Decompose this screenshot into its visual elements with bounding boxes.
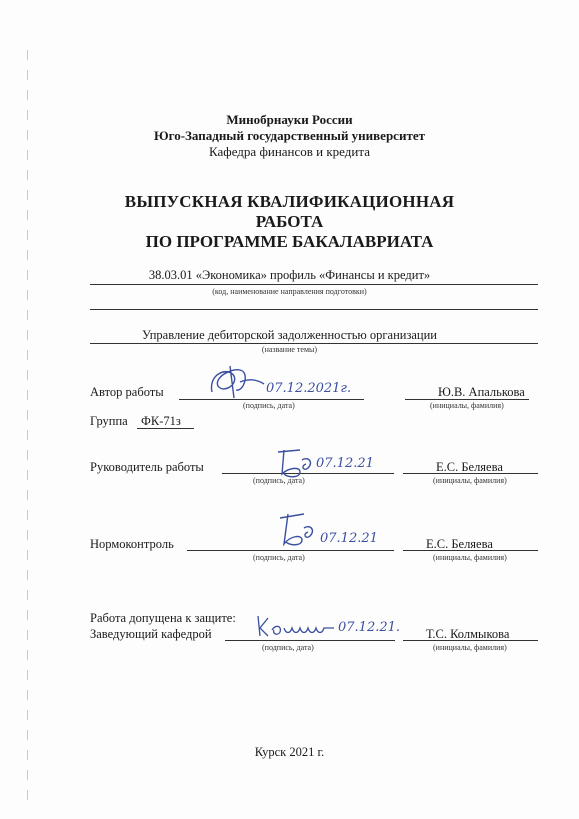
ministry-name: Минобрнауки России — [226, 112, 353, 127]
author-signature — [200, 362, 270, 402]
head-of-department-label: Заведующий кафедрой — [90, 627, 212, 641]
binding-mark — [27, 510, 32, 520]
author-sign-date: 07.12.2021г. — [266, 381, 352, 396]
normcontrol-signature — [272, 510, 320, 550]
university-name: Юго-Западный государственный университет — [154, 128, 425, 143]
binding-mark — [27, 410, 32, 420]
binding-mark — [27, 790, 32, 800]
binding-mark — [27, 670, 32, 680]
binding-mark — [27, 50, 32, 60]
binding-mark — [27, 690, 32, 700]
binding-mark — [27, 730, 32, 740]
author-label: Автор работы — [90, 385, 164, 399]
author-name: Ю.В. Апалькова — [438, 385, 525, 399]
department-name: Кафедра финансов и кредита — [209, 144, 370, 159]
admission-name-caption: (инициалы, фамилия) — [433, 643, 507, 652]
group-value: ФК-71з — [141, 414, 181, 428]
admission-name-line — [403, 640, 538, 641]
binding-mark — [27, 310, 32, 320]
binding-marks — [27, 50, 33, 815]
normcontrol-sign-date: 07.12.21 — [320, 531, 378, 546]
binding-mark — [27, 650, 32, 660]
city-year: Курск 2021 г. — [254, 745, 325, 759]
binding-mark — [27, 70, 32, 80]
binding-mark — [27, 90, 32, 100]
admission-label: Работа допущена к защите: — [90, 611, 236, 625]
binding-mark — [27, 570, 32, 580]
head-of-department-signature — [254, 612, 338, 642]
group-label: Группа — [90, 414, 128, 428]
topic-value: Управление дебиторской задолженностью организации — [141, 328, 438, 342]
direction-underline — [90, 284, 538, 285]
normcontrol-name-line — [403, 550, 538, 551]
binding-mark — [27, 770, 32, 780]
document-title-line3: ПО ПРОГРАММЕ БАКАЛАВРИАТА — [145, 232, 434, 251]
binding-mark — [27, 470, 32, 480]
supervisor-label: Руководитель работы — [90, 460, 204, 474]
head-of-department-name: Т.С. Колмыкова — [426, 627, 510, 641]
binding-mark — [27, 430, 32, 440]
binding-mark — [27, 390, 32, 400]
binding-mark — [27, 490, 32, 500]
admission-sign-date: 07.12.21. — [338, 620, 401, 635]
admission-sign-caption: (подпись, дата) — [262, 643, 314, 652]
binding-mark — [27, 530, 32, 540]
topic-caption: (название темы) — [261, 345, 318, 354]
direction-caption: (код, наименование направления подготовки) — [212, 287, 367, 296]
document-title-line2: РАБОТА — [255, 212, 324, 231]
author-name-caption: (инициалы, фамилия) — [430, 401, 504, 410]
group-underline — [137, 428, 194, 429]
binding-mark — [27, 630, 32, 640]
binding-mark — [27, 370, 32, 380]
author-name-line — [405, 399, 529, 400]
topic-underline — [90, 343, 538, 344]
binding-mark — [27, 590, 32, 600]
binding-mark — [27, 170, 32, 180]
binding-mark — [27, 710, 32, 720]
document-title-line1: ВЫПУСКНАЯ КВАЛИФИКАЦИОННАЯ — [124, 192, 455, 211]
direction-extra-line — [90, 309, 538, 310]
supervisor-sign-date: 07.12.21 — [316, 456, 374, 471]
supervisor-signature — [270, 446, 318, 480]
normcontrol-name: Е.С. Беляева — [426, 537, 493, 551]
direction-value: 38.03.01 «Экономика» профиль «Финансы и кредит» — [148, 268, 431, 282]
normcontrol-label: Нормоконтроль — [90, 537, 174, 551]
author-sign-caption: (подпись, дата) — [243, 401, 295, 410]
binding-mark — [27, 550, 32, 560]
supervisor-name: Е.С. Беляева — [436, 460, 503, 474]
normcontrol-sign-caption: (подпись, дата) — [253, 553, 305, 562]
supervisor-name-caption: (инициалы, фамилия) — [433, 476, 507, 485]
binding-mark — [27, 610, 32, 620]
supervisor-sign-caption: (подпись, дата) — [253, 476, 305, 485]
supervisor-name-line — [403, 473, 538, 474]
normcontrol-name-caption: (инициалы, фамилия) — [433, 553, 507, 562]
binding-mark — [27, 450, 32, 460]
normcontrol-sign-line — [187, 550, 394, 551]
